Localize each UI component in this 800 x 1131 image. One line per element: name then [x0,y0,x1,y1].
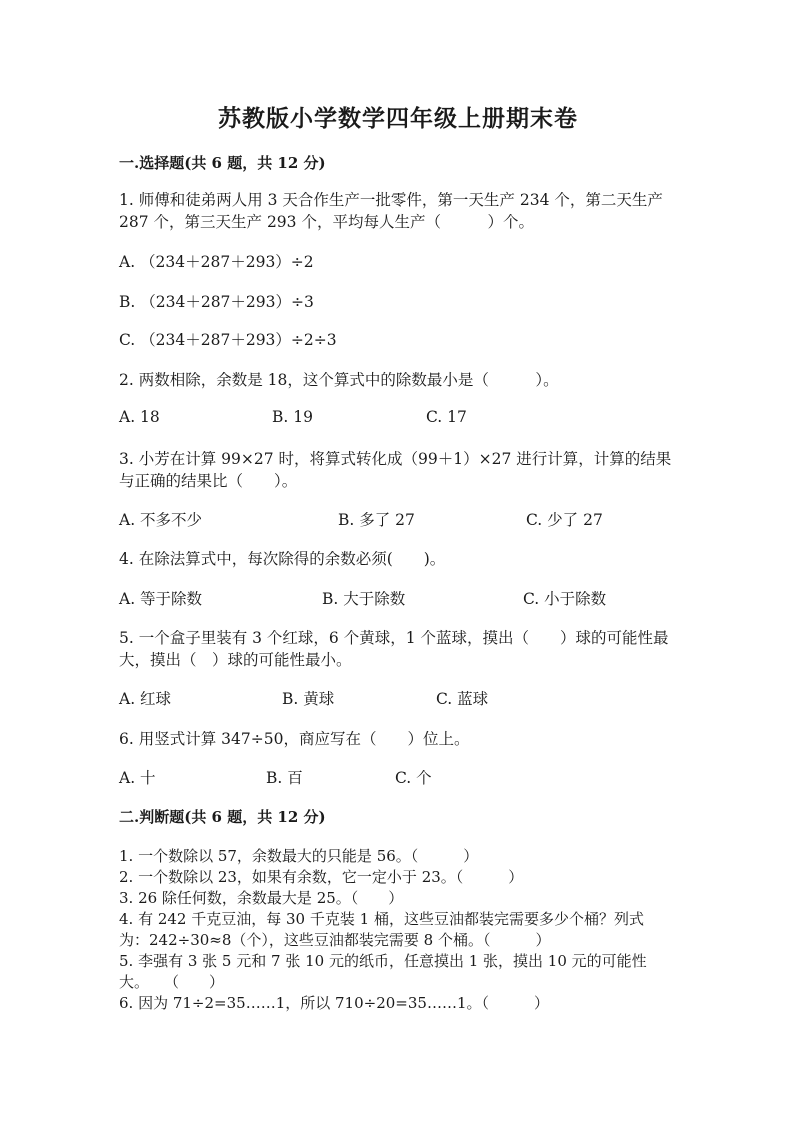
judge-line-1: 1. 一个数除以 57，余数最大的只能是 56。（ ） [119,847,479,865]
question-1-option-a: A. （234＋287＋293）÷2 [119,253,314,271]
judge-line-3: 3. 26 除任何数，余数最大是 25。（ ） [119,889,404,907]
question-6-option-a: A. 十 [119,769,156,787]
question-2-line-1: 2. 两数相除，余数是 18，这个算式中的除数最小是（ ）。 [119,371,559,389]
page-title: 苏教版小学数学四年级上册期末卷 [218,105,578,132]
section-choice-heading: 一.选择题(共 6 题，共 12 分) [119,154,326,172]
judge-line-6: 5. 李强有 3 张 5 元和 7 张 10 元的纸币，任意摸出 1 张，摸出 10 元的可能性 [119,952,647,970]
question-3-option-a: A. 不多不少 [119,511,203,529]
question-4-option-a: A. 等于除数 [119,590,203,608]
question-3-option-c: C. 少了 27 [526,511,603,529]
question-1-line-1: 1. 师傅和徒弟两人用 3 天合作生产一批零件，第一天生产 234 个，第二天生产 [119,191,663,209]
question-1-line-2: 287 个，第三天生产 293 个，平均每人生产（ ）个。 [119,213,534,231]
judge-line-4: 4. 有 242 千克豆油，每 30 千克装 1 桶，这些豆油都装完需要多少个桶？列式 [119,910,644,928]
question-3-line-2: 与正确的结果比（ ）。 [119,472,298,490]
question-4-line-1: 4. 在除法算式中，每次除得的余数必须( )。 [119,550,446,568]
question-5-line-2: 大，摸出（ ）球的可能性最小。 [119,651,352,669]
question-5-option-b: B. 黄球 [282,690,335,708]
question-1-option-b: B. （234＋287＋293）÷3 [119,293,314,311]
question-4-option-c: C. 小于除数 [523,590,607,608]
question-3-option-b: B. 多了 27 [338,511,415,529]
question-1-option-c: C. （234＋287＋293）÷2÷3 [119,331,337,349]
question-2-option-c: C. 17 [426,408,467,426]
question-6-option-b: B. 百 [266,769,303,787]
judge-line-8: 6. 因为 71÷2=35……1，所以 710÷20=35……1。（ ） [119,994,549,1012]
question-5-option-a: A. 红球 [119,690,172,708]
judge-line-7: 大。 （ ） [119,973,225,991]
judge-line-2: 2. 一个数除以 23，如果有余数，它一定小于 23。（ ） [119,868,524,886]
question-5-line-1: 5. 一个盒子里装有 3 个红球，6 个黄球，1 个蓝球，摸出（ ）球的可能性最 [119,629,669,647]
question-4-option-b: B. 大于除数 [322,590,406,608]
question-6-option-c: C. 个 [395,769,432,787]
question-2-option-a: A. 18 [119,408,160,426]
question-2-option-b: B. 19 [272,408,313,426]
section-judge-heading: 二.判断题(共 6 题，共 12 分) [119,808,326,826]
question-5-option-c: C. 蓝球 [436,690,489,708]
judge-line-5: 为：242÷30≈8（个），这些豆油都装完需要 8 个桶。（ ） [119,931,551,949]
question-6-line-1: 6. 用竖式计算 347÷50，商应写在（ ）位上。 [119,730,470,748]
question-3-line-1: 3. 小芳在计算 99×27 时，将算式转化成（99＋1）×27 进行计算，计算的结果 [119,450,672,468]
